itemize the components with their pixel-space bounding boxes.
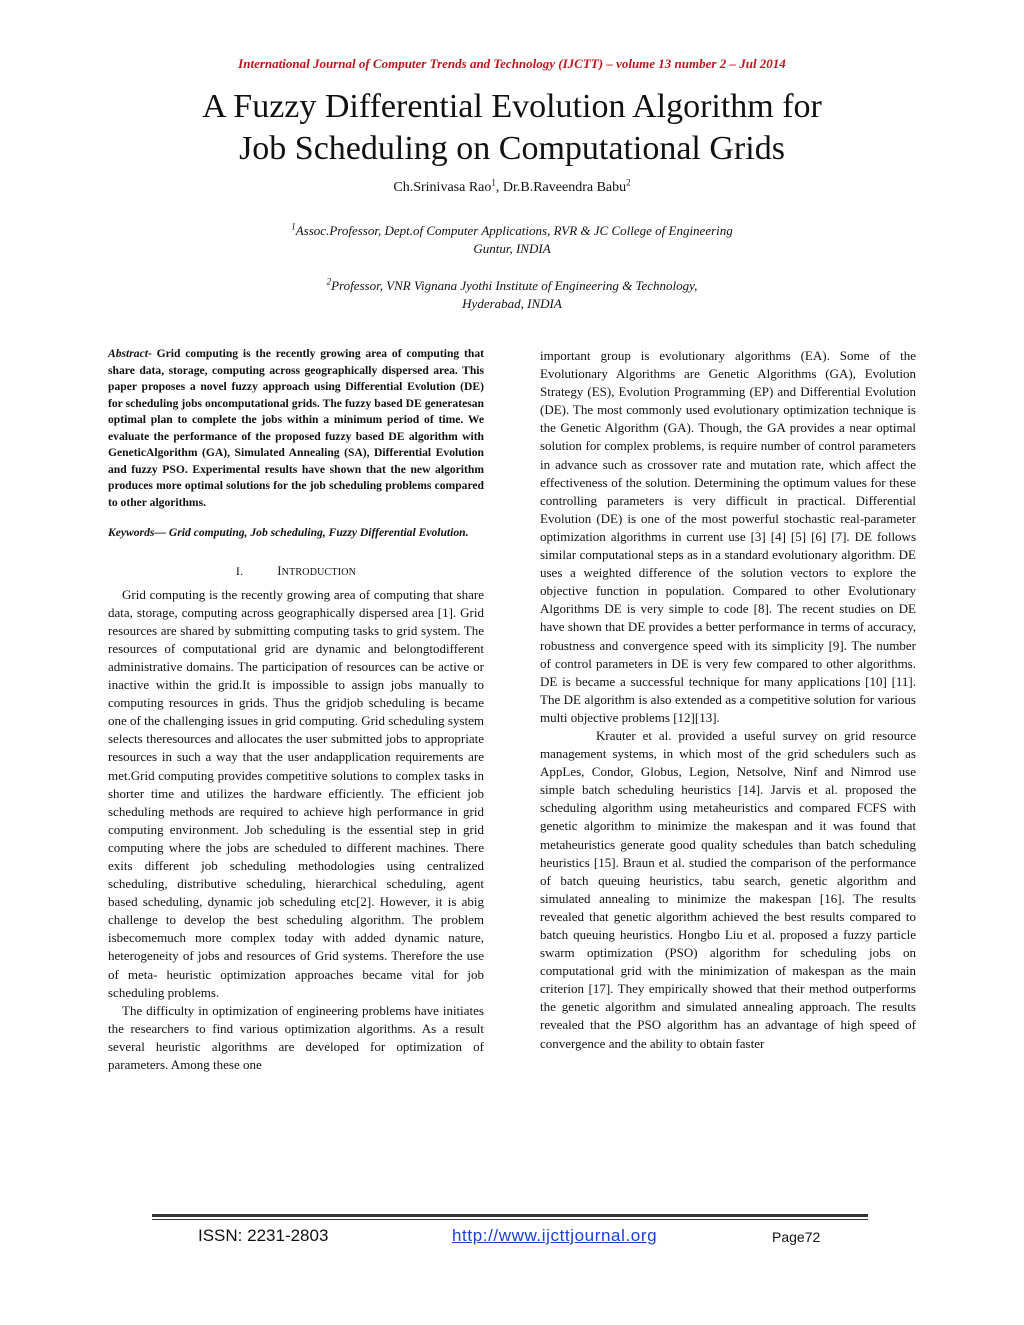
intro-paragraph-2: The difficulty in optimization of engineering problems have initiates the researchers to find various optimization algorithms. As a result several heuristic algorithms are developed for optimization of parameters. Among these one xyxy=(108,1002,484,1073)
affiliation-1-line-2: Guntur, INDIA xyxy=(473,241,551,256)
footer-issn: ISSN: 2231-2803 xyxy=(198,1226,329,1245)
author-2: Dr.B.Raveendra Babu xyxy=(502,180,627,195)
author-1: Ch.Srinivasa Rao xyxy=(393,180,492,195)
affiliation-1-mark: 1 xyxy=(291,221,296,232)
section-number: I. xyxy=(235,563,244,578)
footer-divider xyxy=(152,1214,868,1220)
journal-header: International Journal of Computer Trends and Technology (IJCTT) – volume 13 number 2 – Jul 2014 xyxy=(238,56,786,71)
abstract-label: Abstract xyxy=(108,347,148,360)
section-title-rest: NTRODUCTION xyxy=(281,566,357,578)
intro-paragraph-1: Grid computing is the recently growing area of computing that share data, storage, computing across geographically dispersed area [1]. Grid resources are shared by submitting computing tasks to grid system. The resources of computational grid are dynamic and belongtodifferent administrative domains. The participation of resources can be active or inactive within the grid.It is impossible to assign jobs manually to computing resources in grids. Thus the gridjob scheduling is became one of the challenging issues in grid computing. Grid scheduling system selects theresources and allocates the user submitted jobs to appropriate resources in such a way that the user andapplication requirements are met.Grid computing provides competitive solutions to complex tasks in shorter time and utilizes the hardware efficiently. The efficient job scheduling methods are required to achieve high performance in grid computing environment. Job scheduling is the essential step in grid computing where the jobs are scheduled to different machines. There exits different job scheduling methodologies using centralized scheduling, distributive scheduling, hierarchical scheduling, agent based scheduling, dynamic job scheduling etc[2]. However, it is abig challenge to develop the best scheduling algorithm. The problem isbecomemuch more complex today with added dynamic nature, heterogeneity of jobs and resources of Grid systems. Therefore the use of meta- heuristic optimization approaches became vital for job scheduling problems. xyxy=(108,586,484,1000)
paper-title xyxy=(112,86,912,170)
body-paragraph-2: Krauter et al. provided a useful survey on grid resource management systems, in which most of the grid schedulers such as AppLes, Condor, Globus, Legion, Netsolve, Ninf and Nimrod use simple batch scheduling heuristics [14]. Jarvis et al. proposed the scheduling algorithm using metaheuristics and compared FCFS with genetic algorithm to minimize the makespan and it was found that metaheuristics generate good quality schedules than batch scheduling heuristics [15]. Braun et al. studied the comparison of the performance of batch queuing heuristics, tabu search, genetic algorithm and simulated annealing to minimize the makespan [16]. The results revealed that genetic algorithm achieved the best results compared to batch queuing heuristics. Hongbo Liu et al. proposed a fuzzy particle swarm optimization (PSO) algorithm for scheduling jobs on computational grid with the minimization of makespan as the main criterion [17]. They empirically showed that their method outperforms the genetic algorithm and simulated annealing approach. The results revealed that the PSO algorithm has an advantage of high speed of convergence and the ability to obtain faster xyxy=(540,727,916,1051)
affiliation-1-line-1: Assoc.Professor, Dept.of Computer Applications, RVR & JC College of Engineering xyxy=(295,223,733,238)
footer-page-number: Page72 xyxy=(772,1229,821,1245)
abstract-text: - Grid computing is the recently growing area of computing that share data, storage, computing across geographically dispersed area. This paper proposes a novel fuzzy approach using Differential Evolution (DE) for scheduling jobs oncomputational grids. The fuzzy based DE generatesan optimal plan to complete the jobs within a minimum period of time. We evaluate the performance of the proposed fuzzy based DE algorithm with GeneticAlgorithm (GA), Simulated Annealing (SA), Differential Evolution and fuzzy PSO. Experimental results have shown that the new algorithm produces more optimal solutions for the job scheduling problems compared to other algorithms. xyxy=(108,347,484,509)
affiliation-2-mark: 2 xyxy=(326,276,332,287)
abstract xyxy=(108,346,484,511)
footer-journal-link[interactable]: http://www.ijcttjournal.org xyxy=(452,1226,658,1245)
title-line-1: A Fuzzy Differential Evolution Algorithm for xyxy=(202,88,822,125)
affiliation-2-line-2: Hyderabad, INDIA xyxy=(462,296,562,311)
affiliation-1 xyxy=(112,222,912,258)
section-title-initial: I xyxy=(277,563,282,578)
body-paragraph-1: important group is evolutionary algorithms (EA). Some of the Evolutionary Algorithms are Genetic Algorithms (GA), Evolution Strategy (ES), Evolution Programming (EP) and Differential Evolution (DE). The most commonly used evolutionary optimization technique is the Genetic Algorithm (GA). Though, the GA provides a near optimal solution for complex problems, is require number of control parameters in advance such as crossover rate and mutation rate, which affect the effectiveness of the solution. Determining the optimum values for these controlling parameters is very difficult in practical. Differential Evolution (DE) is one of the most powerful stochastic real-parameter optimization algorithms in current use [3] [4] [5] [6] [7]. DE follows similar computational steps as in a standard evolutionary algorithm. DE uses a weighted difference of the solution vectors to explore the objective function in population. Compared to other Evolutionary Algorithms DE is very simple to code [8]. The recent studies on DE have shown that DE provides a better performance in terms of accuracy, robustness and convergence speed with its simplicity [9]. The number of control parameters in DE is very few compared to other algorithms. DE is became a successful technique for many applications [10] [11]. The DE algorithm is also extended as a competitive solution for various multi objective problems [12][13]. xyxy=(540,348,916,725)
left-column xyxy=(108,346,484,1074)
author-separator: , xyxy=(495,180,503,195)
affiliation-2 xyxy=(112,277,912,313)
section-heading-introduction xyxy=(108,562,484,582)
keywords: Keywords— Grid computing, Job scheduling, Fuzzy Differential Evolution. xyxy=(108,526,469,539)
author-1-affil-mark: 1 xyxy=(491,177,496,188)
author-2-affil-mark: 2 xyxy=(626,177,631,188)
title-line-2: Job Scheduling on Computational Grids xyxy=(239,130,785,167)
right-column xyxy=(540,347,916,1053)
affiliation-2-line-1: Professor, VNR Vignana Jyothi Institute of Engineering & Technology, xyxy=(331,278,698,293)
author-list xyxy=(112,177,912,196)
